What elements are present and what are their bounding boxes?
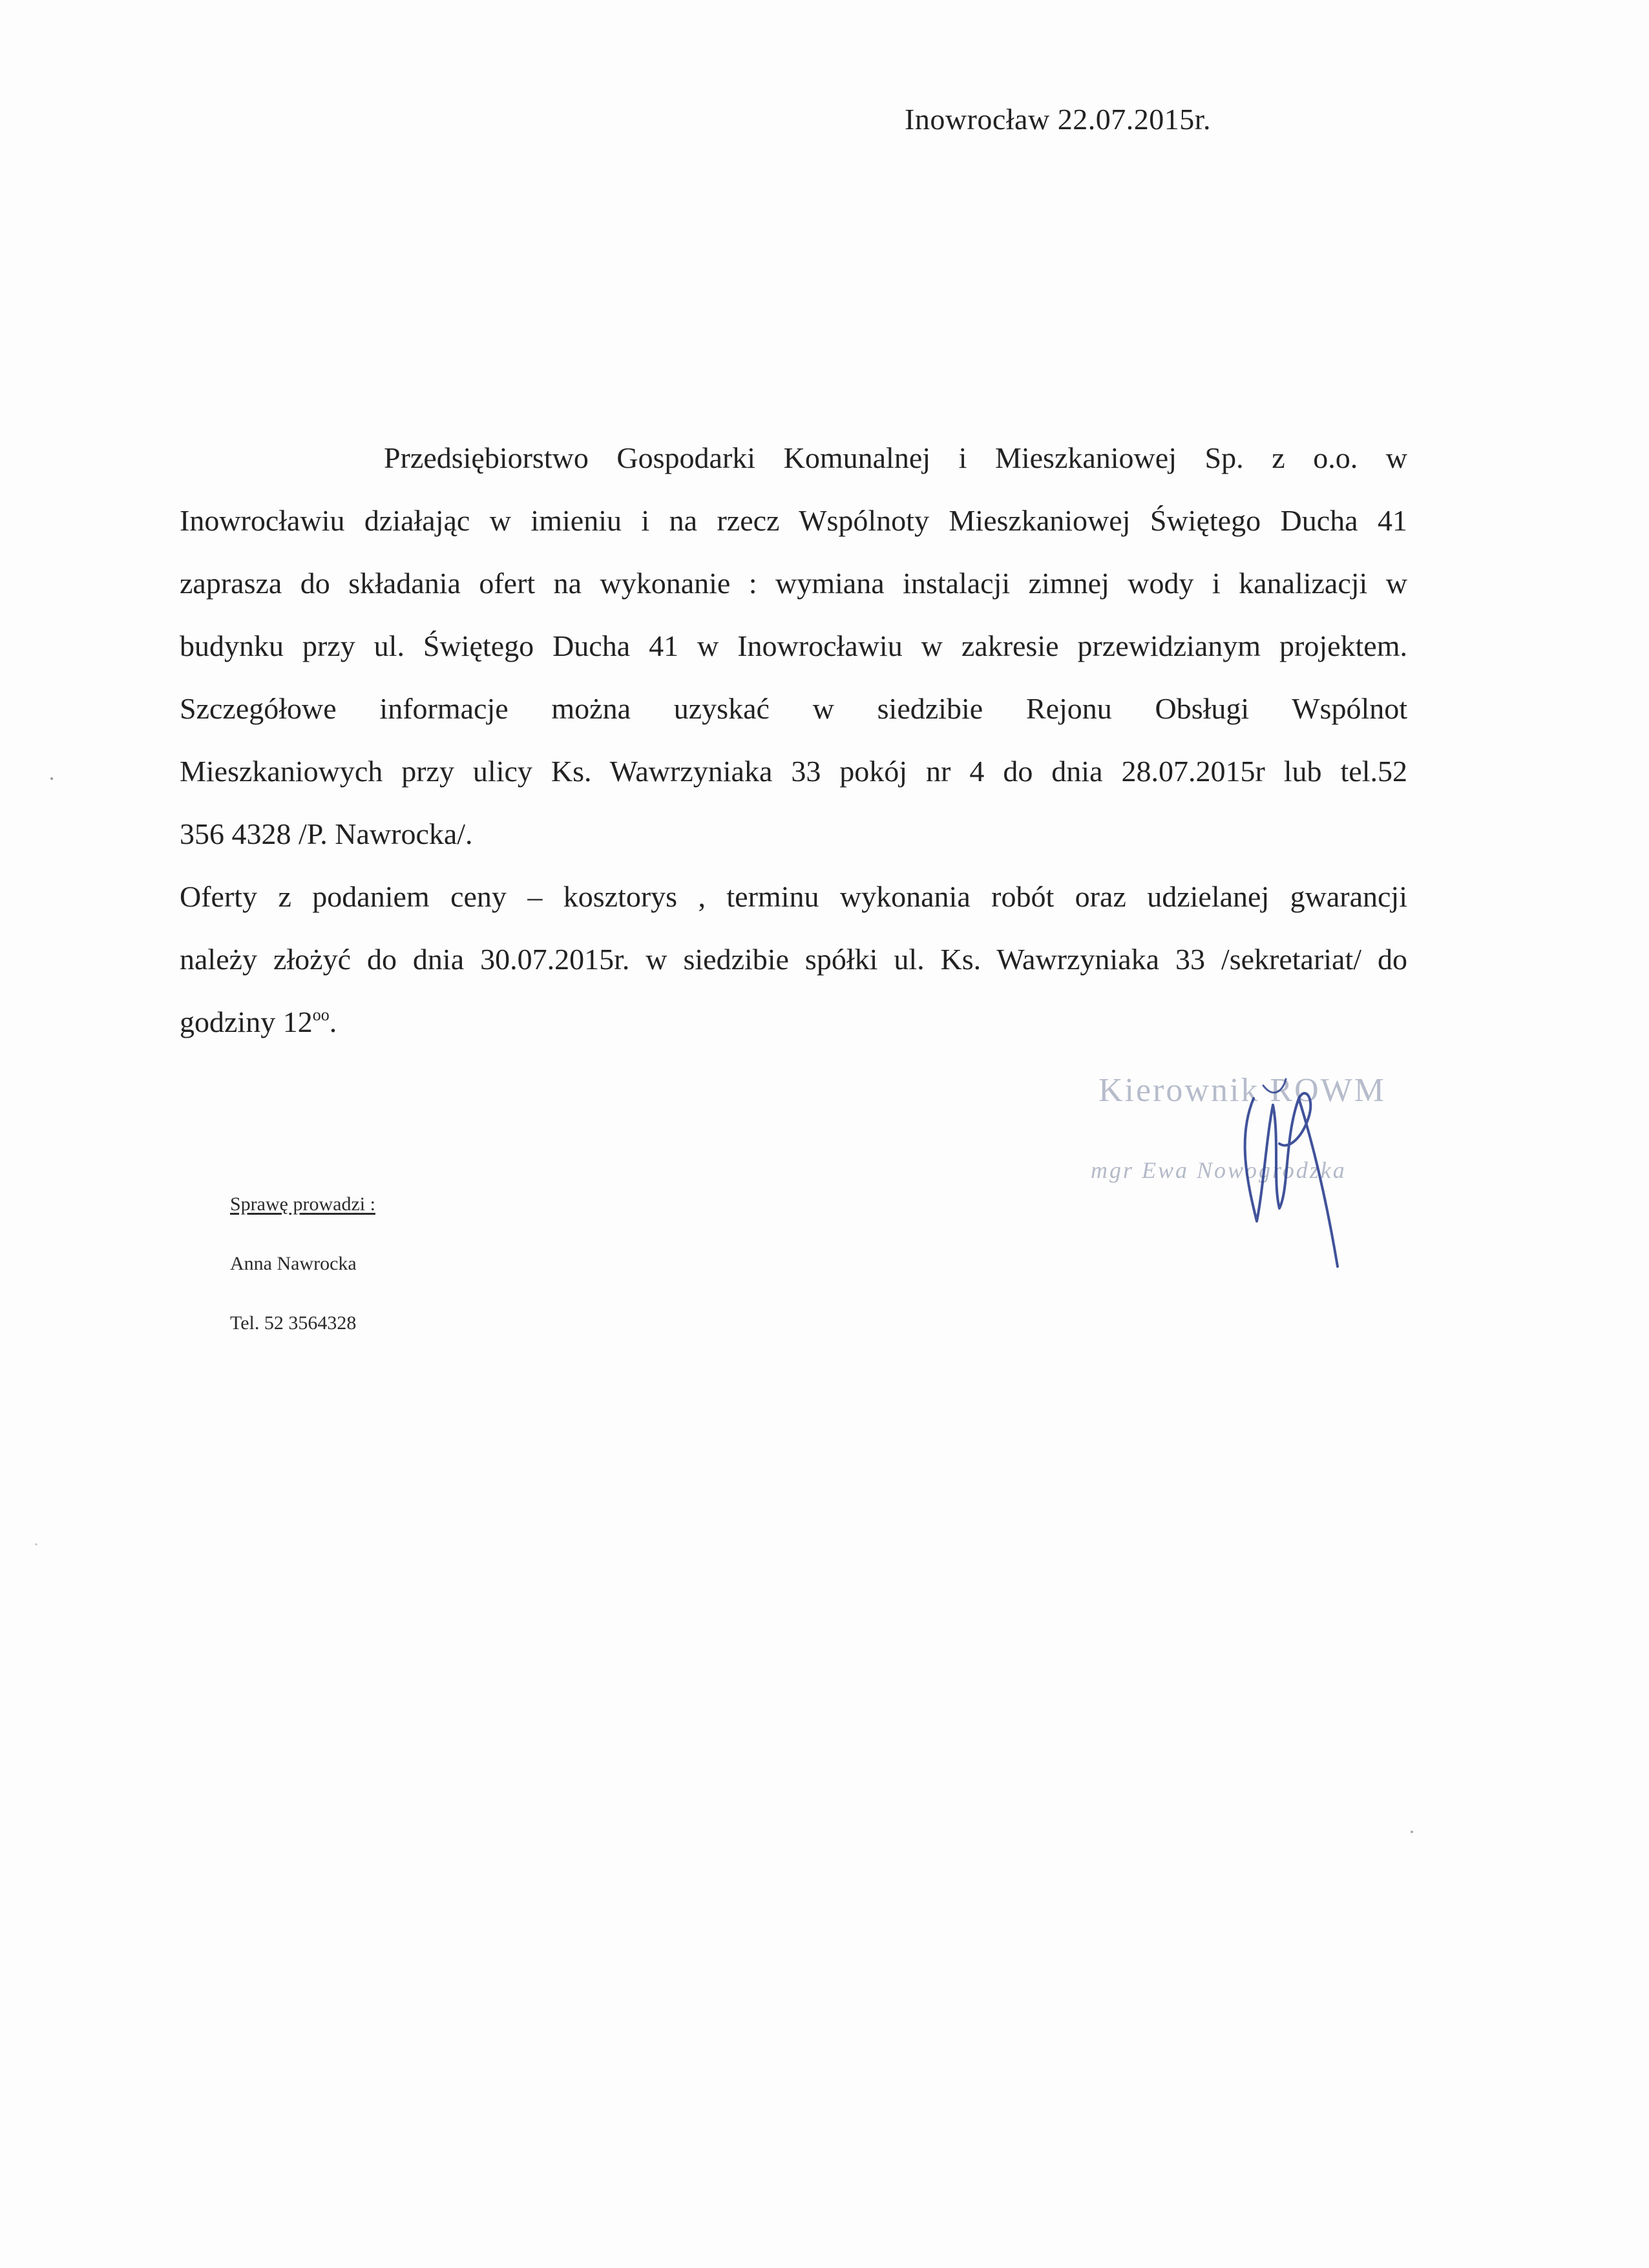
deadline-hour-text: godziny 12 [180,1005,313,1038]
body-line-2: Inowrocławiu działając w imieniu i na rzecz Wspólnoty Mieszkaniowej Świętego Ducha 41 [180,504,1407,537]
body-line-6: Mieszkaniowych przy ulicy Ks. Wawrzyniaka 33 pokój nr 4 do dnia 28.07.2015r lub tel.52 [180,755,1407,788]
body-line-1: Przedsiębiorstwo Gospodarki Komunalnej i Mieszkaniowej Sp. z o.o. w [384,441,1407,474]
body-line-7: 356 4328 /P. Nawrocka/. [180,817,473,850]
body-line-9: należy złożyć do dnia 30.07.2015r. w siedzibie spółki ul. Ks. Wawrzyniaka 33 /sekretariat/ do [180,943,1407,976]
body-line-8: Oferty z podaniem ceny – kosztorys , terminu wykonania robót oraz udzielanej gwarancji [180,880,1407,913]
deadline-period: . [329,1005,337,1038]
body-line-4: budynku przy ul. Świętego Ducha 41 w Inowrocławiu w zakresie przewidzianym projektem. [180,629,1407,662]
body-line-3: zaprasza do składania ofert na wykonanie : wymiana instalacji zimnej wody i kanalizacji w [180,567,1407,600]
stamp-name: mgr Ewa Nowogrodzka [1091,1157,1347,1183]
contact-name: Anna Nawrocka [230,1253,357,1274]
place-and-date: Inowrocław 22.07.2015r. [905,103,1211,136]
body-line-5: Szczegółowe informacje można uzyskać w siedzibie Rejonu Obsługi Wspólnot [180,692,1407,725]
stamp-title: Kierownik ROWM [1098,1072,1386,1109]
deadline-minutes-superscript: oo [312,1005,330,1024]
contact-heading: Sprawę prowadzi : [230,1193,375,1215]
contact-phone: Tel. 52 3564328 [230,1312,357,1334]
